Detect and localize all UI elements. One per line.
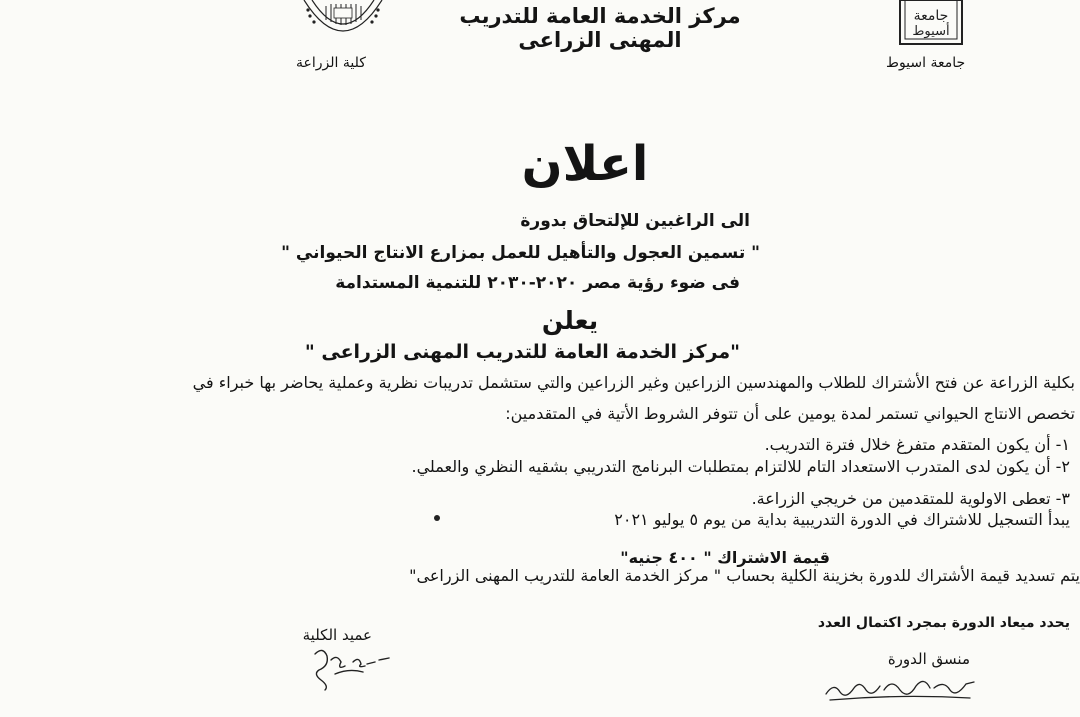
condition-item: ٣- تعطى الاولوية للمتقدمين من خريجي الزراعة. (751, 489, 1070, 508)
announcement-title: اعلان (521, 136, 649, 192)
course-date-note: يحدد ميعاد الدورة بمجرد اكتمال العدد (817, 615, 1070, 631)
body-paragraph-1: بكلية الزراعة عن فتح الأشتراك للطلاب والمهندسين الزراعين وغير الزراعين والتي ستشمل تدريبات نظرية وعملية يحاضر بها خبراء في (192, 373, 1075, 392)
faculty-caption: كلية الزراعة (296, 55, 366, 71)
payment-instructions: يتم تسديد قيمة الأشتراك للدورة بخزينة الكلية بحساب " مركز الخدمة العامة للتدريب المهنى الزراعى" (409, 566, 1080, 585)
coordinator-signature (820, 672, 980, 704)
svg-text:أسيوط: أسيوط (912, 24, 950, 39)
intro-line-3: فى ضوء رؤية مصر ٢٠٢٠-٢٠٣٠ للتنمية المستدامة (335, 273, 740, 293)
registration-date: يبدأ التسجيل للاشتراك في الدورة التدريبية بداية من يوم ٥ يوليو ٢٠٢١ (614, 510, 1070, 529)
center-name: "مركز الخدمة العامة للتدريب المهنى الزراعى " (304, 341, 740, 363)
announces-heading: يعلن (541, 306, 599, 335)
dean-label: عميد الكلية (302, 626, 372, 644)
faculty-logo (296, 0, 390, 50)
condition-item: ١- أن يكون المتقدم متفرغ خلال فترة التدريب. (764, 435, 1070, 454)
coordinator-label: منسق الدورة (887, 650, 970, 668)
university-caption: جامعة اسيوط (886, 55, 966, 71)
bullet-dot (434, 515, 440, 521)
dean-signature (305, 640, 395, 692)
university-logo (896, 0, 966, 48)
svg-text:جامعة: جامعة (913, 8, 949, 24)
intro-line-1: الى الراغبين للإلتحاق بدورة (520, 211, 750, 231)
condition-item: ٢- أن يكون لدى المتدرب الاستعداد التام للالتزام بمتطلبات البرنامج التدريبي بشقيه النظري والعملي. (411, 457, 1070, 476)
body-paragraph-2: تخصص الانتاج الحيواني تستمر لمدة يومين على أن تتوفر الشروط الأتية في المتقدمين: (505, 404, 1075, 423)
page-header-title: مركز الخدمة العامة للتدريب المهنى الزراعى (459, 4, 741, 52)
subscription-fee: قيمة الاشتراك " ٤٠٠ جنيه" (620, 548, 830, 567)
course-name: " تسمين العجول والتأهيل للعمل بمزارع الانتاج الحيواني " (281, 243, 760, 263)
